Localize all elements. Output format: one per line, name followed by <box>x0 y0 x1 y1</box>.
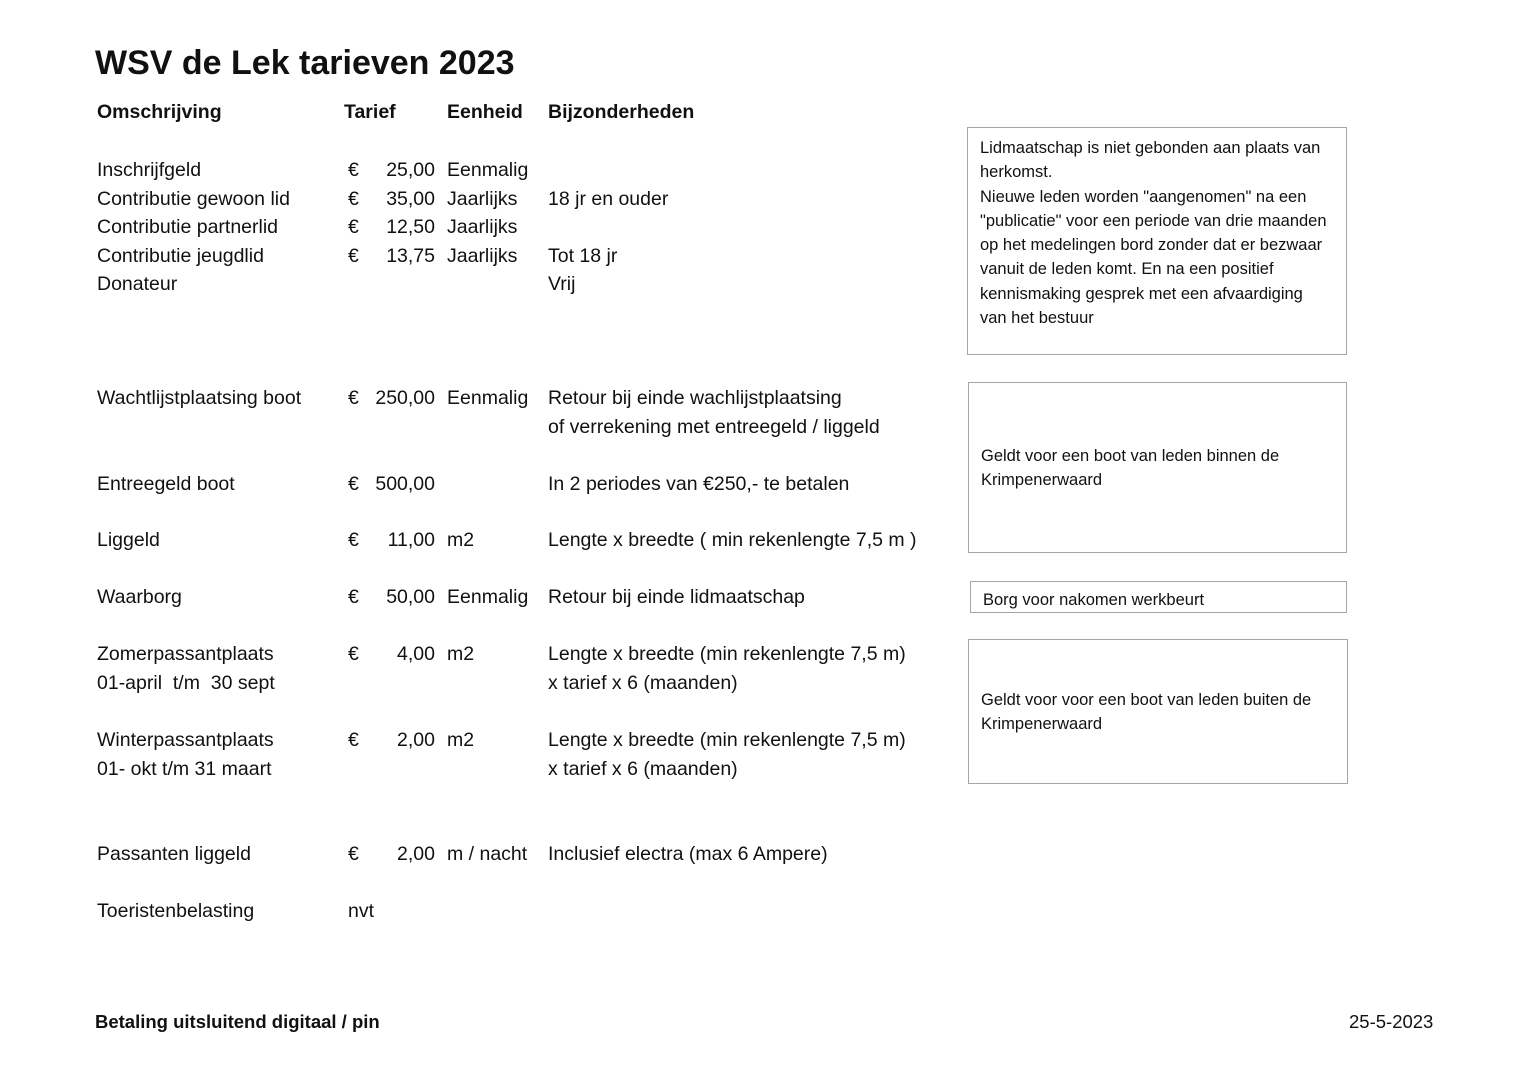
euro-sign: € <box>348 529 359 551</box>
cell-bijzonderheden: Vrij <box>548 273 576 295</box>
cell-omschrijving: Passanten liggeld <box>97 843 251 865</box>
table-row <box>0 583 960 611</box>
table-row <box>0 156 960 184</box>
header-tarief: Tarief <box>344 101 396 123</box>
cell-tarief: 12,50 <box>386 216 435 238</box>
cell-tarief: 13,75 <box>386 245 435 267</box>
table-row <box>0 270 960 298</box>
table-row <box>0 213 960 241</box>
cell-tarief: 25,00 <box>386 159 435 181</box>
cell-eenheid: m2 <box>447 729 475 751</box>
cell-omschrijving: Liggeld <box>97 529 160 551</box>
cell-eenheid: Jaarlijks <box>447 216 518 238</box>
cell-tarief: 11,00 <box>387 529 435 551</box>
note-lidmaatschap: Lidmaatschap is niet gebonden aan plaats van herkomst. Nieuwe leden worden "aangenomen" na een "publicatie" voor een periode van drie maanden op het medelingen bord zonder dat er bezwaar vanuit de leden komt. En na een positief kennismaking gesprek met een afvaardiging van het bestuur <box>967 127 1347 355</box>
cell-omschrijving: Inschrijfgeld <box>97 159 202 181</box>
cell-tarief: 50,00 <box>386 586 435 608</box>
table-row <box>0 726 960 754</box>
table-row <box>0 413 960 441</box>
cell-omschrijving: Contributie partnerlid <box>97 216 279 238</box>
cell-omschrijving: Waarborg <box>97 586 182 608</box>
table-row <box>0 526 960 554</box>
cell-eenheid: Eenmalig <box>447 387 529 409</box>
cell-tarief: 500,00 <box>375 473 435 495</box>
table-row <box>0 185 960 213</box>
cell-tarief: 2,00 <box>397 843 435 865</box>
note-borg: Borg voor nakomen werkbeurt <box>970 581 1347 613</box>
cell-bijzonderheden: Tot 18 jr <box>548 245 618 267</box>
cell-tarief: 4,00 <box>397 643 435 665</box>
cell-eenheid: m2 <box>447 529 475 551</box>
table-row <box>0 384 960 412</box>
cell-bijzonderheden: Lengte x breedte ( min rekenlengte 7,5 m ) <box>548 529 917 551</box>
euro-sign: € <box>348 245 359 267</box>
cell-tarief: 35,00 <box>386 188 435 210</box>
euro-sign: € <box>348 473 359 495</box>
cell-tarief: 250,00 <box>375 387 435 409</box>
euro-sign: € <box>348 387 359 409</box>
table-row <box>0 470 960 498</box>
page-title: WSV de Lek tarieven 2023 <box>95 44 515 82</box>
cell-omschrijving: Entreegeld boot <box>97 473 235 495</box>
cell-tarief-text: nvt <box>348 900 375 922</box>
note-boot-binnen: Geldt voor een boot van leden binnen de Krimpenerwaard <box>968 382 1347 553</box>
cell-bijzonderheden: Retour bij einde lidmaatschap <box>548 586 805 608</box>
cell-eenheid: Jaarlijks <box>447 188 518 210</box>
table-row <box>0 897 960 925</box>
cell-bijzonderheden: x tarief x 6 (maanden) <box>548 672 738 694</box>
cell-omschrijving: Toeristenbelasting <box>97 900 255 922</box>
euro-sign: € <box>348 586 359 608</box>
euro-sign: € <box>348 643 359 665</box>
cell-eenheid: m2 <box>447 643 475 665</box>
euro-sign: € <box>348 729 359 751</box>
cell-eenheid: m / nacht <box>447 843 528 865</box>
table-row <box>0 840 960 868</box>
cell-omschrijving: Zomerpassantplaats <box>97 643 274 665</box>
cell-omschrijving: Wachtlijstplaatsing boot <box>97 387 302 409</box>
header-omschrijving: Omschrijving <box>97 101 222 123</box>
cell-omschrijving: Contributie gewoon lid <box>97 188 290 210</box>
table-row <box>0 755 960 783</box>
cell-eenheid: Jaarlijks <box>447 245 518 267</box>
cell-omschrijving: Winterpassantplaats <box>97 729 274 751</box>
cell-eenheid: Eenmalig <box>447 586 529 608</box>
header-eenheid: Eenheid <box>447 101 523 123</box>
header-bijzonderheden: Bijzonderheden <box>548 101 695 123</box>
table-row <box>0 640 960 668</box>
cell-omschrijving: 01-april t/m 30 sept <box>97 672 275 694</box>
table-row <box>0 669 960 697</box>
cell-omschrijving: 01- okt t/m 31 maart <box>97 758 272 780</box>
cell-omschrijving: Contributie jeugdlid <box>97 245 264 267</box>
euro-sign: € <box>348 188 359 210</box>
cell-bijzonderheden: Inclusief electra (max 6 Ampere) <box>548 843 828 865</box>
payment-note: Betaling uitsluitend digitaal / pin <box>95 1011 380 1032</box>
document-date: 25-5-2023 <box>1349 1011 1434 1032</box>
cell-bijzonderheden: Lengte x breedte (min rekenlengte 7,5 m) <box>548 729 906 751</box>
table-row <box>0 242 960 270</box>
euro-sign: € <box>348 216 359 238</box>
note-boot-buiten: Geldt voor voor een boot van leden buiten de Krimpenerwaard <box>968 639 1348 784</box>
cell-eenheid: Eenmalig <box>447 159 529 181</box>
cell-bijzonderheden: Retour bij einde wachlijstplaatsing <box>548 387 842 409</box>
cell-bijzonderheden: x tarief x 6 (maanden) <box>548 758 738 780</box>
cell-bijzonderheden: Lengte x breedte (min rekenlengte 7,5 m) <box>548 643 906 665</box>
cell-tarief: 2,00 <box>397 729 435 751</box>
cell-bijzonderheden: of verrekening met entreegeld / liggeld <box>548 416 880 438</box>
euro-sign: € <box>348 159 359 181</box>
cell-bijzonderheden: 18 jr en ouder <box>548 188 669 210</box>
euro-sign: € <box>348 843 359 865</box>
cell-bijzonderheden: In 2 periodes van €250,- te betalen <box>548 473 850 495</box>
cell-omschrijving: Donateur <box>97 273 178 295</box>
